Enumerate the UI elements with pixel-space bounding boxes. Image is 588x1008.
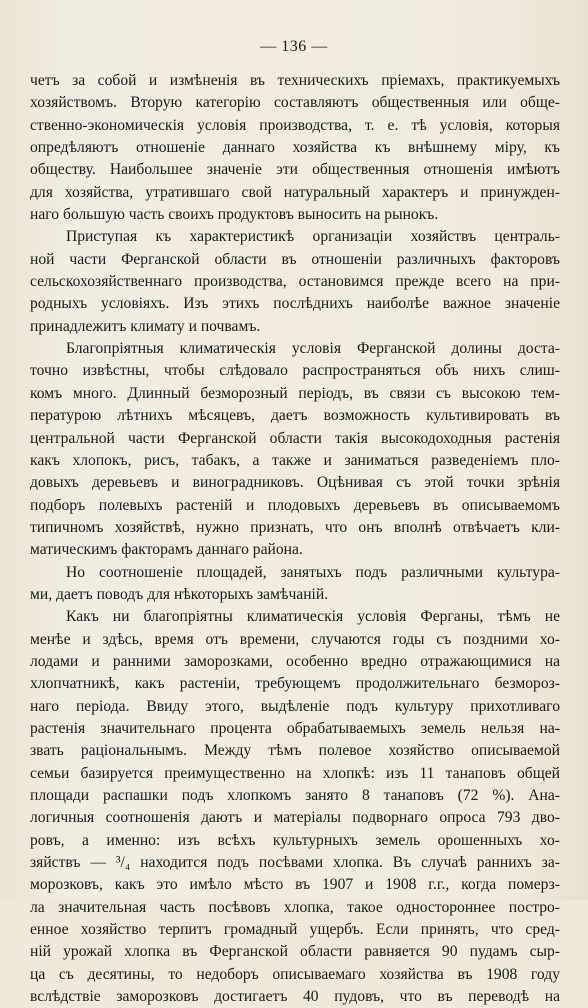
text-line: родныхъ условіяхъ. Изъ этихъ послѣднихъ наиболѣе важное значеніе <box>30 295 560 313</box>
text-line: логичныя соотношенія даютъ и матеріалы подворнаго опроса 793 дво- <box>30 809 560 827</box>
text-line: ца съ десятины, то недоборъ описываемаго хозяйства въ 1908 году <box>30 965 560 983</box>
text-line: Но соотношеніе площадей, занятыхъ подъ различными культура- <box>66 563 560 581</box>
text-line: площади распашки подъ хлопкомъ занято 8 танаповъ (72 %). Ана- <box>30 787 560 804</box>
text-line: хозяйствомъ. Вторую категорію составляютъ общественныя или обще- <box>30 94 560 112</box>
text-line: типичномъ хозяйствѣ, нужно признать, что онъ вполнѣ отвѣчаетъ кли- <box>30 518 560 536</box>
paragraph <box>30 562 560 607</box>
text-line: зяйствъ — ³/₄ находится подъ посѣвами хлопка. Въ случаѣ раннихъ за- <box>30 854 560 872</box>
text-line: наго періода. Ввиду этого, выдѣленіе подъ культуру прихотливаго <box>30 697 560 715</box>
text-line: матическимъ факторамъ даннаго района. <box>30 541 303 559</box>
text-line: енное хозяйство терпитъ громадный ущербъ. Если принять, что сред- <box>30 921 560 939</box>
paragraph <box>30 226 560 338</box>
text-line: морозковъ, какъ это имѣло мѣсто въ 1907 и 1908 г.г., когда померз- <box>30 876 560 894</box>
text-line: какъ хлопокъ, рисъ, табакъ, а также и заниматься разведеніемъ пло- <box>30 451 560 469</box>
text-line: ной части Ферганской области въ отношеніи различныхъ факторовъ <box>30 250 560 268</box>
page-body-text <box>30 70 560 1008</box>
page-number: — 136 — <box>260 38 328 55</box>
paragraph <box>30 338 560 561</box>
text-line: семьи базируется преимущественно на хлопкѣ: изъ 11 танаповъ общей <box>30 764 560 782</box>
paragraph <box>30 70 560 226</box>
paragraph <box>30 606 560 1008</box>
text-line: Благопріятныя климатическія условія Ферганской долины доста- <box>66 340 560 358</box>
text-line: ми, даетъ поводъ для нѣкоторыхъ замѣчаній. <box>30 585 329 603</box>
text-line: лодами и ранними заморозками, особенно вредно отражающимися на <box>30 652 560 670</box>
text-line: комъ много. Длинный безморозный періодъ, въ связи съ высокою тем- <box>30 384 560 402</box>
text-line: принадлежитъ климату и почвамъ. <box>30 317 261 335</box>
text-line: для хозяйства, утратившаго свой натуральный характеръ и принужден- <box>30 183 560 201</box>
text-line: опредѣляютъ отношеніе даннаго хозяйства къ внѣшнему міру, къ <box>30 139 560 157</box>
text-line: хлопчатникѣ, какъ растеніи, требующемъ продолжительнаго безмороз- <box>30 675 560 693</box>
text-line: подборъ полевыхъ растеній и плодовыхъ деревьевъ въ описываемомъ <box>30 496 560 514</box>
text-line: менѣе и здѣсь, время отъ времени, случаются годы съ поздними хо- <box>30 630 560 648</box>
text-line: Приступая къ характеристикѣ организаціи хозяйствъ централь- <box>66 228 560 246</box>
text-line: пературою лѣтнихъ мѣсяцевъ, даетъ возможность культивировать въ <box>30 407 560 425</box>
text-line: центральной части Ферганской области такія высокодоходныя растенія <box>30 429 560 447</box>
text-line: наго большую часть своихъ продуктовъ выносить на рынокъ. <box>30 206 439 224</box>
text-line: ній урожай хлопка въ Ферганской области равняется 90 пудамъ сыр- <box>30 943 560 961</box>
text-line: довыхъ деревьевъ и виноградниковъ. Оцѣнивая съ этой точки зрѣнія <box>30 474 560 492</box>
text-line: вслѣдствіе заморозковъ достигаетъ 40 пудовъ, что въ переводѣ на <box>30 988 560 1006</box>
text-line: Какъ ни благопріятны климатическія условія Ферганы, тѣмъ не <box>66 608 560 626</box>
text-line: точно извѣстны, чтобы слѣдовало распространяться объ нихъ слиш- <box>30 362 560 380</box>
text-line: сельскохозяйственнаго производства, остановимся прежде всего на при- <box>30 273 560 291</box>
text-line: обществу. Наибольшее значеніе эти общественныя отношенія имѣютъ <box>30 161 560 179</box>
text-line: четъ за собой и измѣненія въ техническихъ пріемахъ, практикуемыхъ <box>30 72 560 89</box>
text-line: ла значительная часть посѣвовъ хлопка, такое одностороннее постро- <box>30 898 560 916</box>
text-line: ственно-экономическія условія производства, т. е. тѣ условія, которыя <box>30 116 560 134</box>
text-line: звать раціональнымъ. Между тѣмъ полевое хозяйство описываемой <box>30 742 560 760</box>
text-line: ровъ, а именно: изъ всѣхъ культурныхъ земель орошенныхъ хо- <box>30 831 560 849</box>
text-line: растенія значительнаго процента обрабатываемыхъ земель нельзя на- <box>30 719 560 737</box>
